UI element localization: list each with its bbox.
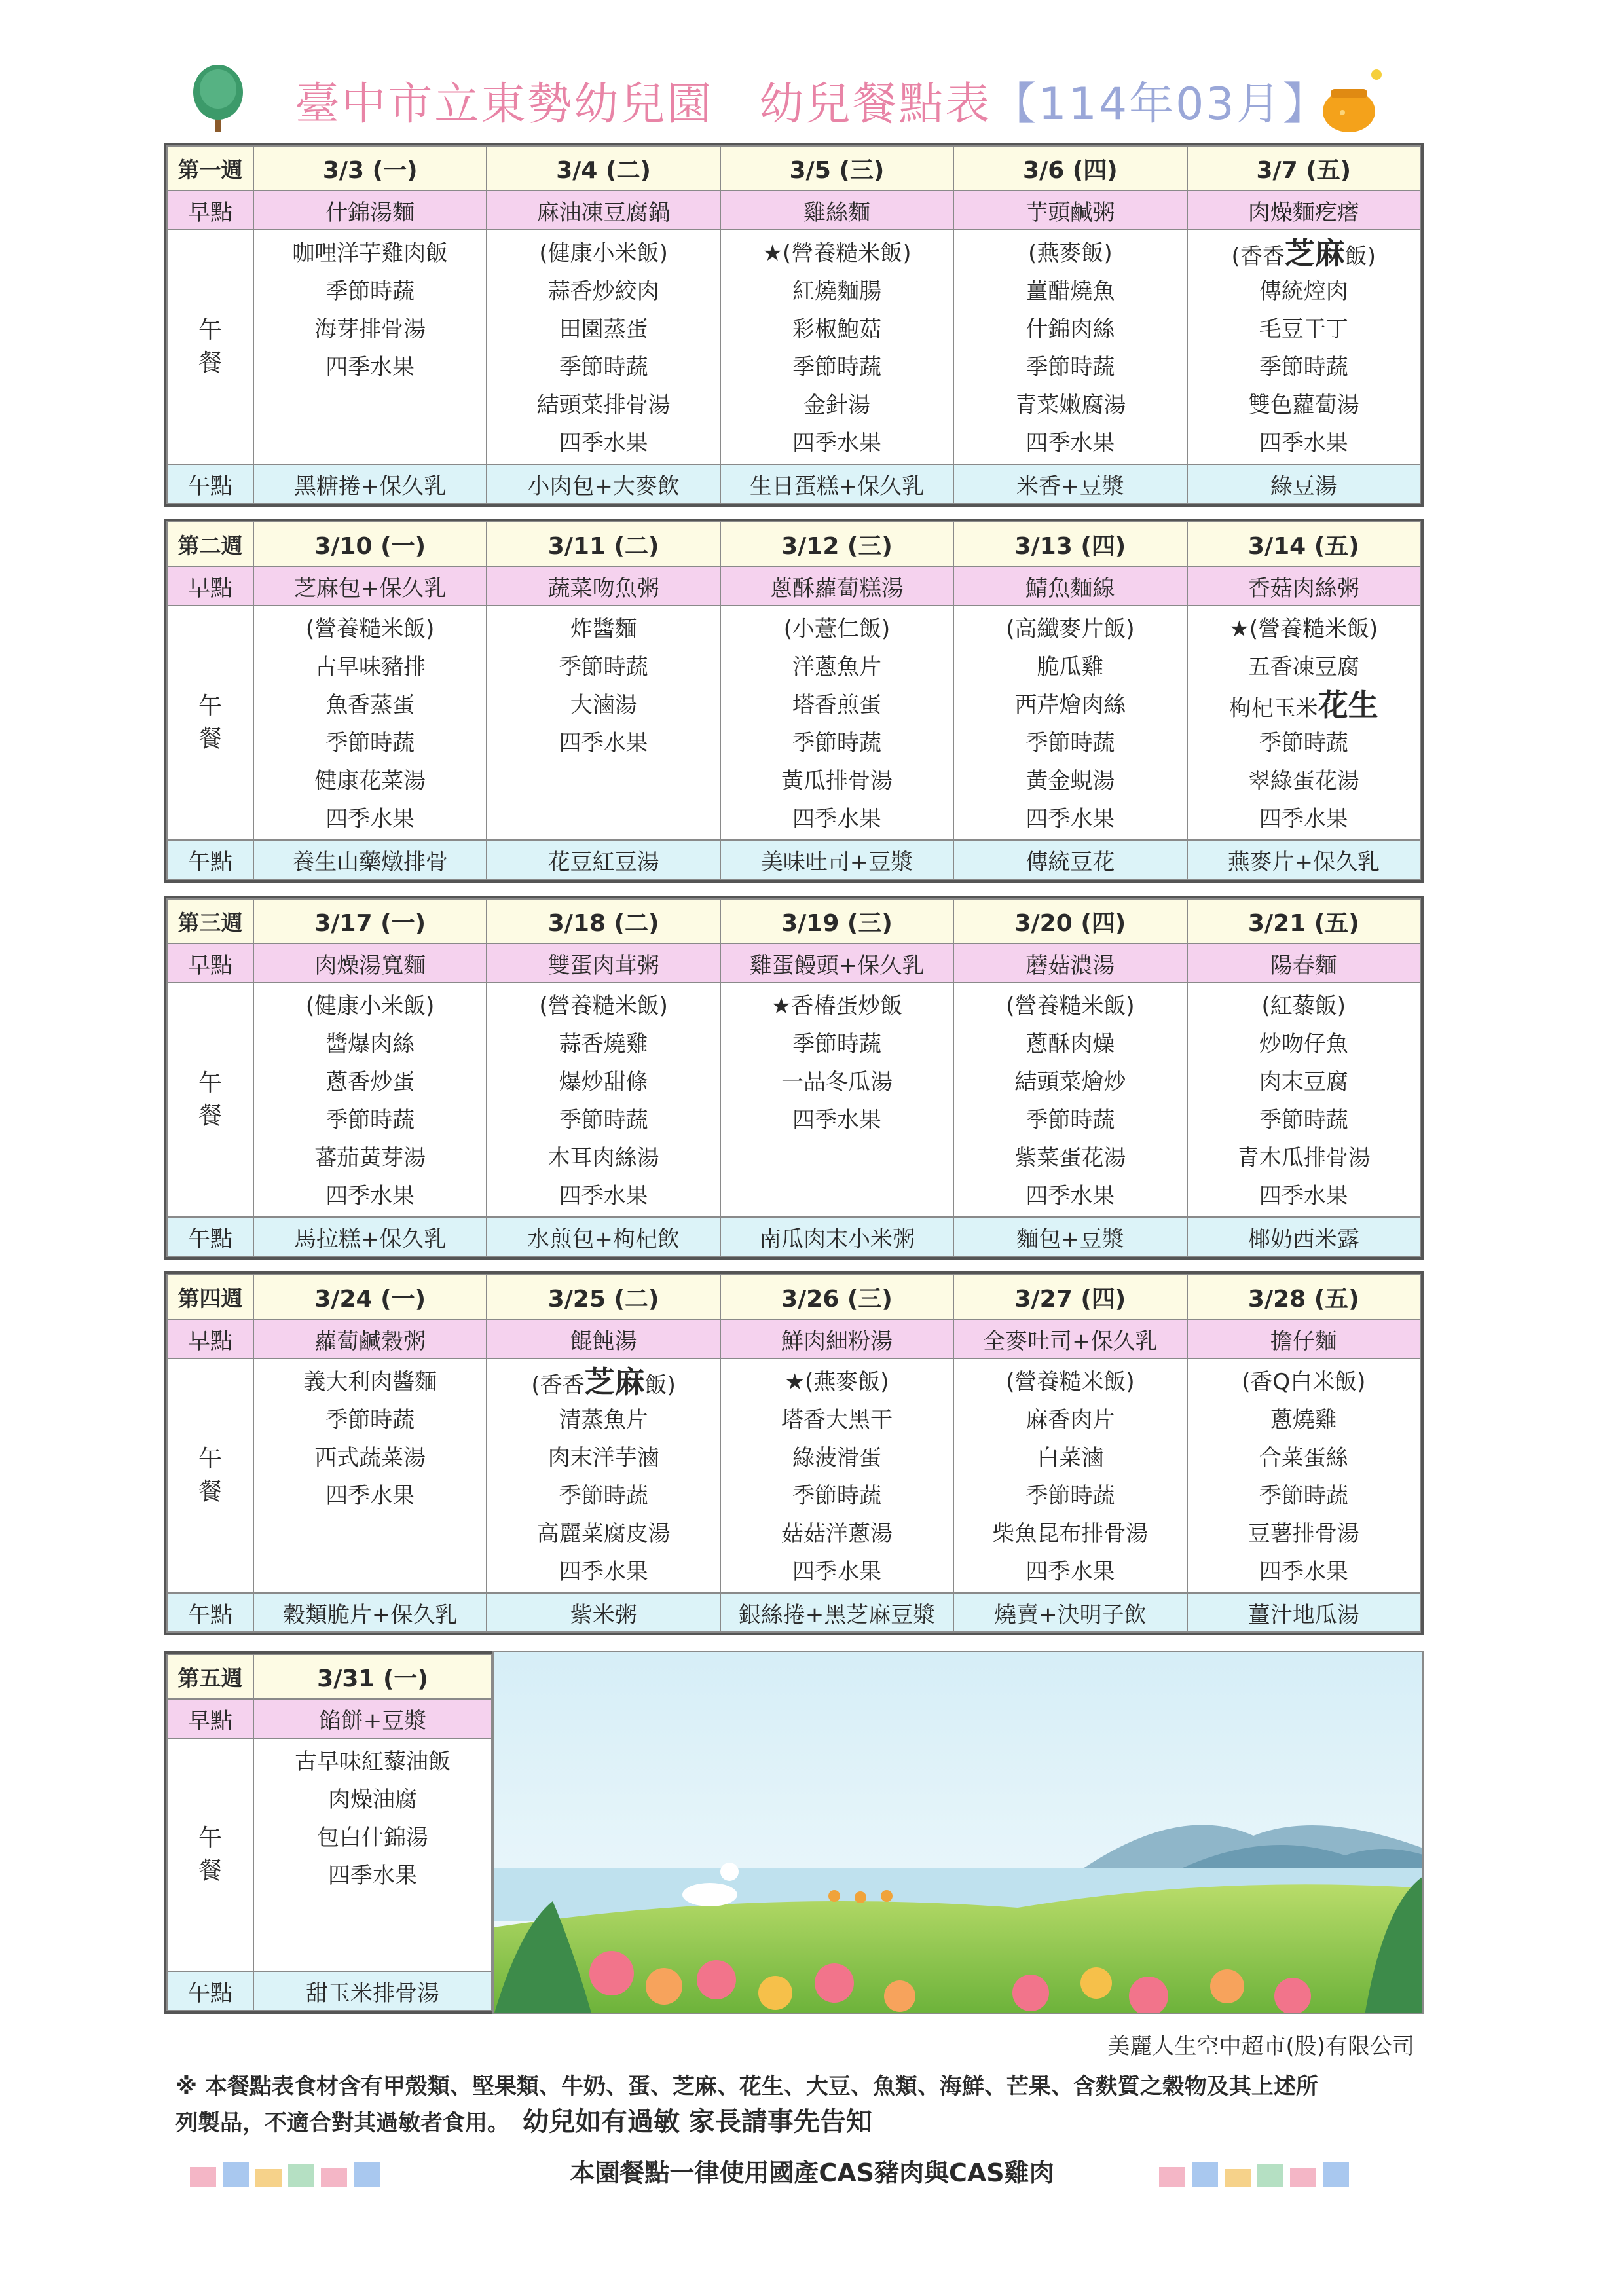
town-illustration-icon <box>183 2151 399 2190</box>
lunch-cell <box>720 983 953 1217</box>
lunch-cell <box>487 1358 720 1593</box>
breakfast-item: 餛飩湯 <box>487 1319 720 1358</box>
lunch-item: 蒜香炒絞肉 <box>547 278 659 304</box>
lunch-item: (營養糙米飯) <box>1006 993 1135 1019</box>
snack-item: 花豆紅豆湯 <box>487 840 720 879</box>
lunch-item: (紅藜飯) <box>1261 993 1346 1019</box>
breakfast-item: 陽春麵 <box>1187 943 1420 983</box>
school-name: 臺中市立東勢幼兒園 <box>295 79 714 130</box>
snack-item: 南瓜肉末小米粥 <box>720 1217 953 1256</box>
lunch-item: 青木瓜排骨湯 <box>1236 1145 1371 1171</box>
breakfast-item: 蘿蔔鹹穀粥 <box>253 1319 487 1358</box>
lunch-cell <box>1187 983 1420 1217</box>
breakfast-item: 芋頭鹹粥 <box>953 191 1187 230</box>
week-header-row <box>167 1275 1420 1319</box>
lunch-item: 季節時蔬 <box>325 278 415 304</box>
snack-row <box>167 1971 492 2011</box>
snack-label: 午點 <box>167 1971 253 2011</box>
snack-item: 穀類脆片+保久乳 <box>253 1593 487 1632</box>
lunch-item-suffix: 飯) <box>644 1372 676 1398</box>
lunch-label-1: 午 <box>198 1070 222 1097</box>
lunch-item: ★(燕麥飯) <box>784 1369 889 1395</box>
lunch-row <box>167 1738 492 1971</box>
lunch-item: 義大利肉醬麵 <box>303 1369 437 1395</box>
lunch-item: 季節時蔬 <box>792 1031 881 1057</box>
day-date: 3/27 (四) <box>953 1275 1187 1319</box>
day-date: 3/13 (四) <box>953 522 1187 566</box>
lunch-item: (高纖麥片飯) <box>1006 616 1135 642</box>
allergy-note-line-1: ※ 本餐點表食材含有甲殼類、堅果類、牛奶、蛋、芝麻、花生、大豆、魚類、海鮮、芒果、含麩質之穀物及其上述所 <box>175 2073 1318 2100</box>
lunch-item-prefix: (香香 <box>531 1372 585 1398</box>
week-2-table <box>164 519 1424 883</box>
lunch-item-suffix: 飯) <box>1344 244 1376 270</box>
breakfast-row <box>167 943 1420 983</box>
lunch-item: (小薏仁飯) <box>783 616 891 642</box>
lunch-item: 四季水果 <box>792 806 881 832</box>
day-date: 3/25 (二) <box>487 1275 720 1319</box>
lunch-item: 魚香蒸蛋 <box>325 692 415 718</box>
lunch-row <box>167 230 1420 464</box>
breakfast-item: 鮮肉細粉湯 <box>720 1319 953 1358</box>
lunch-item: 洋蔥魚片 <box>792 654 881 680</box>
lunch-cell <box>1187 606 1420 840</box>
snack-item: 紫米粥 <box>487 1593 720 1632</box>
lunch-item <box>1188 234 1420 272</box>
lunch-item: ★香椿蛋炒飯 <box>771 993 903 1019</box>
week-5-table <box>164 1651 495 2014</box>
lunch-item: 季節時蔬 <box>559 354 648 380</box>
lunch-item <box>487 1363 719 1401</box>
lunch-item: (營養糙米飯) <box>305 616 435 642</box>
lunch-item: 炒吻仔魚 <box>1259 1031 1348 1057</box>
week-label: 第三週 <box>167 899 253 943</box>
lunch-item: 四季水果 <box>559 430 648 456</box>
breakfast-label: 早點 <box>167 1699 253 1738</box>
lunch-item: 季節時蔬 <box>325 1107 415 1133</box>
lunch-item: 四季水果 <box>325 1483 415 1509</box>
breakfast-item: 餡餅+豆漿 <box>253 1699 492 1738</box>
breakfast-item: 雞蛋饅頭+保久乳 <box>720 943 953 983</box>
lunch-item: 季節時蔬 <box>792 1483 881 1509</box>
lunch-item-highlight: 花生 <box>1318 687 1378 723</box>
allergy-note <box>175 2069 1420 2141</box>
lunch-item: 季節時蔬 <box>559 1483 648 1509</box>
day-date: 3/24 (一) <box>253 1275 487 1319</box>
lunch-item: 四季水果 <box>792 430 881 456</box>
lunch-item: 薑醋燒魚 <box>1025 278 1115 304</box>
snack-item: 燒賣+決明子飲 <box>953 1593 1187 1632</box>
lunch-cell <box>953 606 1187 840</box>
lunch-item: 古早味紅藜油飯 <box>295 1749 451 1775</box>
lunch-item: 蕃茄黃芽湯 <box>314 1145 426 1171</box>
lunch-item: 季節時蔬 <box>1025 1483 1115 1509</box>
breakfast-item: 什錦湯麵 <box>253 191 487 230</box>
lunch-cell <box>720 1358 953 1593</box>
lunch-cell <box>1187 230 1420 464</box>
lunch-label <box>167 606 253 840</box>
lunch-cell <box>253 1738 492 1971</box>
snack-row <box>167 464 1420 503</box>
snack-label: 午點 <box>167 464 253 503</box>
day-date: 3/6 (四) <box>953 146 1187 191</box>
lunch-item: 蒜香燒雞 <box>559 1031 648 1057</box>
day-date: 3/14 (五) <box>1187 522 1420 566</box>
lunch-item: 季節時蔬 <box>1259 1483 1348 1509</box>
breakfast-item: 蔥酥蘿蔔糕湯 <box>720 566 953 606</box>
lunch-label-2: 餐 <box>198 350 222 376</box>
lunch-item: 黃瓜排骨湯 <box>781 768 893 794</box>
lunch-cell <box>720 606 953 840</box>
breakfast-row <box>167 1319 1420 1358</box>
lunch-item: 大滷湯 <box>570 692 637 718</box>
lunch-item-prefix: (香香 <box>1231 244 1285 270</box>
week-label: 第五週 <box>167 1654 253 1699</box>
snack-row <box>167 1593 1420 1632</box>
lunch-item: 塔香煎蛋 <box>792 692 881 718</box>
week-label: 第二週 <box>167 522 253 566</box>
lunch-item: 季節時蔬 <box>1259 1107 1348 1133</box>
allergy-note-line-2 <box>175 2104 1420 2141</box>
lunch-label-1: 午 <box>198 317 222 344</box>
lunch-item: 四季水果 <box>1259 1559 1348 1585</box>
lunch-cell <box>487 983 720 1217</box>
lunch-item: 合菜蛋絲 <box>1259 1445 1348 1471</box>
allergy-warning: 幼兒如有過敏 家長請事先告知 <box>523 2107 872 2137</box>
lunch-item: 脆瓜雞 <box>1037 654 1104 680</box>
snack-label: 午點 <box>167 1217 253 1256</box>
snack-item: 綠豆湯 <box>1187 464 1420 503</box>
lunch-item: 一品冬瓜湯 <box>781 1069 893 1095</box>
snack-item: 椰奶西米露 <box>1187 1217 1420 1256</box>
week-label: 第一週 <box>167 146 253 191</box>
snack-item: 米香+豆漿 <box>953 464 1187 503</box>
lunch-item: 四季水果 <box>1025 1183 1115 1209</box>
lunch-item: ★(營養糙米飯) <box>762 240 912 266</box>
lunch-item: (燕麥飯) <box>1028 240 1113 266</box>
lunch-label-2: 餐 <box>198 725 222 752</box>
lunch-item: 金針湯 <box>803 392 870 418</box>
week-header-row <box>167 146 1420 191</box>
lunch-row <box>167 606 1420 840</box>
lunch-item: 麻香肉片 <box>1025 1407 1115 1433</box>
town-illustration-icon <box>1153 2151 1369 2190</box>
lunch-row <box>167 983 1420 1217</box>
snack-item: 生日蛋糕+保久乳 <box>720 464 953 503</box>
lunch-item: ★(營養糙米飯) <box>1229 616 1378 642</box>
lunch-item: 塔香大黑干 <box>781 1407 893 1433</box>
lunch-item: 結頭菜燴炒 <box>1014 1069 1126 1095</box>
lunch-item: 黃金蜆湯 <box>1025 768 1115 794</box>
lunch-item: 雙色蘿蔔湯 <box>1247 392 1359 418</box>
day-date: 3/17 (一) <box>253 899 487 943</box>
lunch-item: 蔥燒雞 <box>1270 1407 1337 1433</box>
day-date: 3/18 (二) <box>487 899 720 943</box>
lunch-item: 季節時蔬 <box>559 654 648 680</box>
lunch-item: 四季水果 <box>559 1559 648 1585</box>
lunch-item <box>1188 686 1420 724</box>
landscape-image <box>494 1652 1424 2014</box>
day-date: 3/12 (三) <box>720 522 953 566</box>
allergy-note-line-2-text: 列製品，不適合對其過敏者食用。 <box>175 2110 509 2136</box>
lunch-cell <box>953 1358 1187 1593</box>
lunch-item: 毛豆干丁 <box>1259 316 1348 342</box>
lunch-item: 季節時蔬 <box>1259 354 1348 380</box>
lunch-item: 季節時蔬 <box>792 354 881 380</box>
breakfast-item: 芝麻包+保久乳 <box>253 566 487 606</box>
landscape-illustration <box>492 1651 1424 2014</box>
breakfast-item: 鯖魚麵線 <box>953 566 1187 606</box>
lunch-item: 咖哩洋芋雞肉飯 <box>292 240 449 266</box>
lunch-item: 爆炒甜條 <box>559 1069 648 1095</box>
lunch-item: (營養糙米飯) <box>539 993 668 1019</box>
lunch-item: 白菜滷 <box>1037 1445 1104 1471</box>
day-date: 3/7 (五) <box>1187 146 1420 191</box>
lunch-item: 四季水果 <box>559 1183 648 1209</box>
lunch-item: 肉末洋芋滷 <box>547 1445 659 1471</box>
lunch-item: 炸醬麵 <box>570 616 637 642</box>
lunch-item: 青菜嫩腐湯 <box>1014 392 1126 418</box>
breakfast-item: 雙蛋肉茸粥 <box>487 943 720 983</box>
lunch-label-2: 餐 <box>198 1857 222 1884</box>
lunch-item: 田園蒸蛋 <box>559 316 648 342</box>
breakfast-row <box>167 566 1420 606</box>
lunch-row <box>167 1358 1420 1593</box>
day-date: 3/20 (四) <box>953 899 1187 943</box>
lunch-item: 季節時蔬 <box>325 1407 415 1433</box>
supplier-company: 美麗人生空中超市(股)有限公司 <box>1107 2033 1414 2060</box>
lunch-item: 季節時蔬 <box>1259 730 1348 756</box>
lunch-cell <box>487 230 720 464</box>
lunch-item: 蔥酥肉燥 <box>1025 1031 1115 1057</box>
lunch-item-highlight: 芝麻 <box>584 1364 645 1400</box>
lunch-item: 高麗菜腐皮湯 <box>536 1521 671 1547</box>
snack-item: 燕麥片+保久乳 <box>1187 840 1420 879</box>
lunch-item: 季節時蔬 <box>559 1107 648 1133</box>
lunch-item: 健康花菜湯 <box>314 768 426 794</box>
lunch-item: 季節時蔬 <box>792 730 881 756</box>
breakfast-item: 肉燥湯寬麵 <box>253 943 487 983</box>
snack-item: 養生山藥燉排骨 <box>253 840 487 879</box>
lunch-item: 季節時蔬 <box>1025 354 1115 380</box>
snack-item: 銀絲捲+黑芝麻豆漿 <box>720 1593 953 1632</box>
lunch-item: 西芹燴肉絲 <box>1014 692 1126 718</box>
snack-item: 小肉包+大麥飲 <box>487 464 720 503</box>
breakfast-label: 早點 <box>167 943 253 983</box>
lunch-item: 四季水果 <box>325 806 415 832</box>
lunch-cell <box>253 230 487 464</box>
week-header-row <box>167 522 1420 566</box>
day-date: 3/4 (二) <box>487 146 720 191</box>
lunch-item: 柴魚昆布排骨湯 <box>992 1521 1149 1547</box>
menu-month: 【114年03月】 <box>991 79 1329 130</box>
breakfast-item: 擔仔麵 <box>1187 1319 1420 1358</box>
snack-item: 麵包+豆漿 <box>953 1217 1187 1256</box>
lunch-item: 什錦肉絲 <box>1025 316 1115 342</box>
lunch-item: 四季水果 <box>559 730 648 756</box>
lunch-cell <box>720 230 953 464</box>
day-date: 3/3 (一) <box>253 146 487 191</box>
lunch-item: (營養糙米飯) <box>1006 1369 1135 1395</box>
lunch-cell <box>253 983 487 1217</box>
lunch-item: 五香凍豆腐 <box>1247 654 1359 680</box>
week-4-table <box>164 1271 1424 1635</box>
snack-item: 馬拉糕+保久乳 <box>253 1217 487 1256</box>
lunch-cell <box>253 606 487 840</box>
lunch-item: 清蒸魚片 <box>559 1407 648 1433</box>
lunch-item: 醬爆肉絲 <box>325 1031 415 1057</box>
lunch-item: 傳統焢肉 <box>1259 278 1348 304</box>
week-1-table <box>164 143 1424 507</box>
lunch-item: 四季水果 <box>1025 806 1115 832</box>
menu-title: 幼兒餐點表 <box>759 79 992 130</box>
day-date: 3/19 (三) <box>720 899 953 943</box>
lunch-item: 西式蔬菜湯 <box>314 1445 426 1471</box>
day-date: 3/31 (一) <box>253 1654 492 1699</box>
lunch-cell <box>487 606 720 840</box>
lunch-item: 四季水果 <box>1259 806 1348 832</box>
lunch-item: 紅燒麵腸 <box>792 278 881 304</box>
lunch-label-1: 午 <box>198 693 222 720</box>
lunch-item-highlight: 芝麻 <box>1284 236 1345 271</box>
lunch-item: 季節時蔬 <box>325 730 415 756</box>
lunch-item: 四季水果 <box>325 1183 415 1209</box>
snack-item: 薑汁地瓜湯 <box>1187 1593 1420 1632</box>
breakfast-item: 香菇肉絲粥 <box>1187 566 1420 606</box>
day-date: 3/26 (三) <box>720 1275 953 1319</box>
lunch-item: 菇菇洋蔥湯 <box>781 1521 893 1547</box>
lunch-cell <box>953 983 1187 1217</box>
day-date: 3/5 (三) <box>720 146 953 191</box>
lunch-item: 四季水果 <box>1259 430 1348 456</box>
snack-label: 午點 <box>167 1593 253 1632</box>
lunch-item: 翠綠蛋花湯 <box>1247 768 1359 794</box>
snack-label: 午點 <box>167 840 253 879</box>
lunch-item: 四季水果 <box>1025 430 1115 456</box>
lunch-item: 蔥香炒蛋 <box>325 1069 415 1095</box>
lunch-item: 紫菜蛋花湯 <box>1014 1145 1126 1171</box>
lunch-label-1: 午 <box>198 1825 222 1851</box>
cas-meat-notice: 本園餐點一律使用國產CAS豬肉與CAS雞肉 <box>570 2159 1054 2187</box>
lunch-item: 肉末豆腐 <box>1259 1069 1348 1095</box>
lunch-item: 木耳肉絲湯 <box>547 1145 659 1171</box>
lunch-item: 古早味豬排 <box>314 654 426 680</box>
breakfast-item: 全麥吐司+保久乳 <box>953 1319 1187 1358</box>
lunch-item: 結頭菜排骨湯 <box>536 392 671 418</box>
lunch-cell <box>253 1358 487 1593</box>
breakfast-row <box>167 1699 492 1738</box>
lunch-item: 四季水果 <box>792 1107 881 1133</box>
lunch-item: 季節時蔬 <box>1025 730 1115 756</box>
week-label: 第四週 <box>167 1275 253 1319</box>
breakfast-item: 蘑菇濃湯 <box>953 943 1187 983</box>
breakfast-item: 肉燥麵疙瘩 <box>1187 191 1420 230</box>
lunch-label-2: 餐 <box>198 1102 222 1129</box>
lunch-label <box>167 983 253 1217</box>
lunch-item: (健康小米飯) <box>305 993 435 1019</box>
page-title <box>0 69 1624 132</box>
lunch-item: 四季水果 <box>1259 1183 1348 1209</box>
breakfast-item: 雞絲麵 <box>720 191 953 230</box>
snack-row <box>167 1217 1420 1256</box>
lunch-item: 豆薯排骨湯 <box>1247 1521 1359 1547</box>
lunch-item: 四季水果 <box>1025 1559 1115 1585</box>
breakfast-label: 早點 <box>167 566 253 606</box>
lunch-label <box>167 230 253 464</box>
breakfast-label: 早點 <box>167 1319 253 1358</box>
lunch-item: 四季水果 <box>325 354 415 380</box>
lunch-cell <box>953 230 1187 464</box>
lunch-item: 彩椒鮑菇 <box>792 316 881 342</box>
lunch-item: 四季水果 <box>328 1863 417 1889</box>
snack-row <box>167 840 1420 879</box>
snack-item: 黑糖捲+保久乳 <box>253 464 487 503</box>
breakfast-row <box>167 191 1420 230</box>
lunch-label <box>167 1358 253 1593</box>
lunch-item: (香Q白米飯) <box>1242 1369 1366 1395</box>
week-3-table <box>164 896 1424 1260</box>
lunch-item: 四季水果 <box>792 1559 881 1585</box>
lunch-item-prefix: 枸杞玉米 <box>1228 695 1318 721</box>
lunch-item: 海芽排骨湯 <box>314 316 426 342</box>
lunch-cell <box>1187 1358 1420 1593</box>
day-date: 3/10 (一) <box>253 522 487 566</box>
day-date: 3/11 (二) <box>487 522 720 566</box>
breakfast-label: 早點 <box>167 191 253 230</box>
lunch-item: (健康小米飯) <box>539 240 668 266</box>
lunch-label-2: 餐 <box>198 1478 222 1505</box>
snack-item: 甜玉米排骨湯 <box>253 1971 492 2011</box>
lunch-item: 肉燥油腐 <box>328 1787 417 1813</box>
lunch-item: 包白什錦湯 <box>317 1825 428 1851</box>
lunch-item: 綠菠滑蛋 <box>792 1445 881 1471</box>
snack-item: 水煎包+枸杞飲 <box>487 1217 720 1256</box>
snack-item: 傳統豆花 <box>953 840 1187 879</box>
day-date: 3/21 (五) <box>1187 899 1420 943</box>
week-header-row <box>167 1654 492 1699</box>
lunch-item: 季節時蔬 <box>1025 1107 1115 1133</box>
lunch-label <box>167 1738 253 1971</box>
week-header-row <box>167 899 1420 943</box>
breakfast-item: 蔬菜吻魚粥 <box>487 566 720 606</box>
day-date: 3/28 (五) <box>1187 1275 1420 1319</box>
snack-item: 美味吐司+豆漿 <box>720 840 953 879</box>
lunch-label-1: 午 <box>198 1446 222 1472</box>
breakfast-item: 麻油凍豆腐鍋 <box>487 191 720 230</box>
